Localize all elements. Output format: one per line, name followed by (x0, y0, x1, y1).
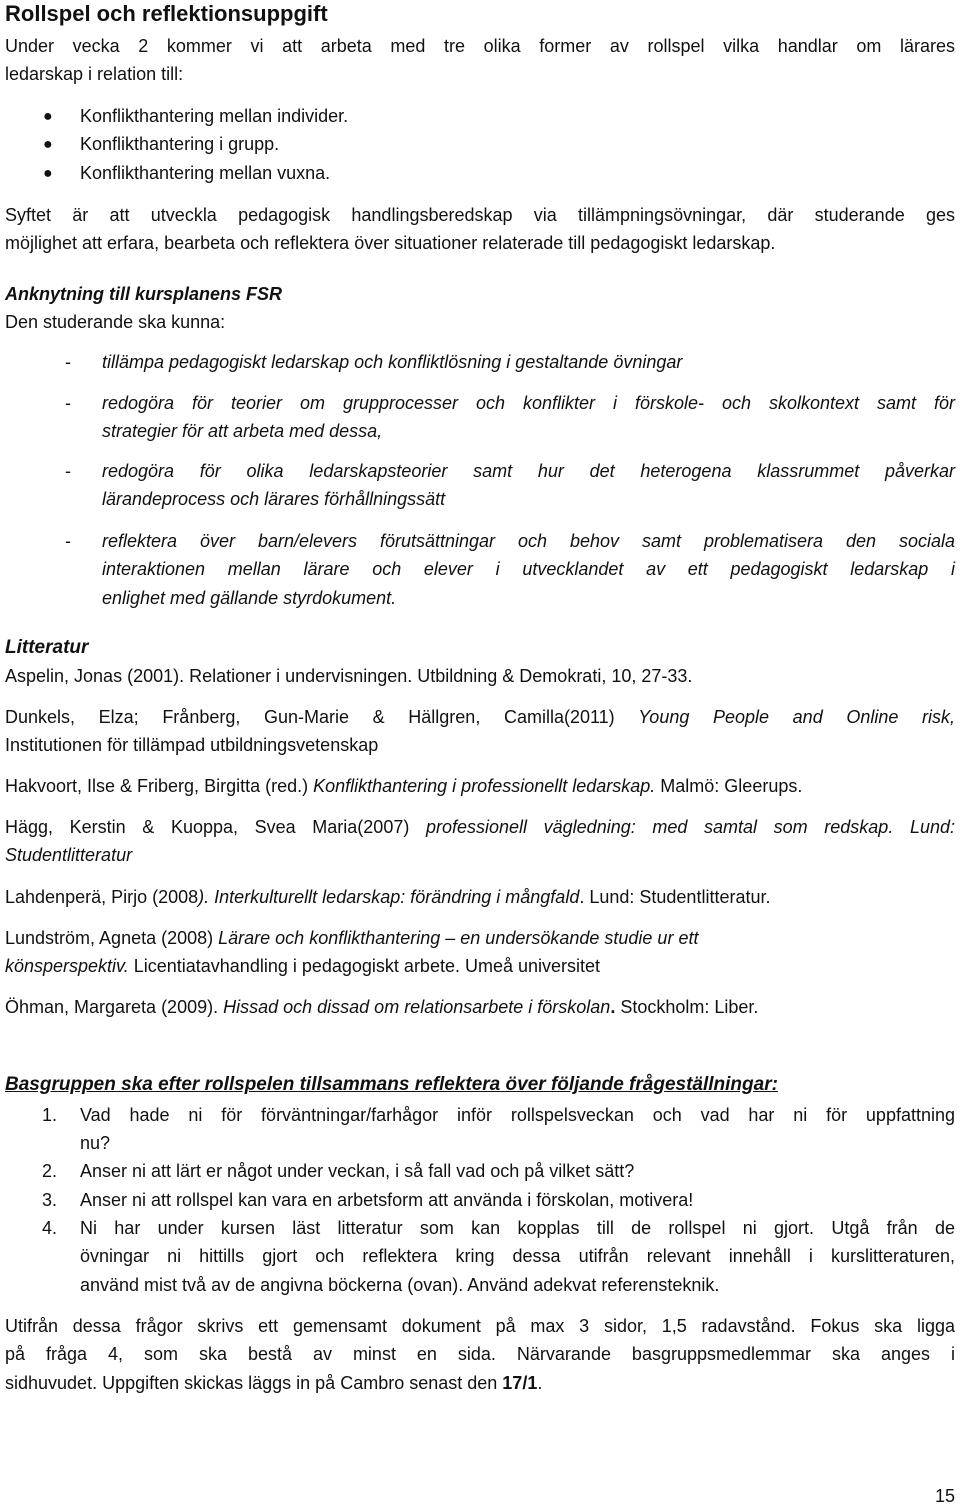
closing-line-3: sidhuvudet. Uppgiften skickas läggs in på Cambro senast den 17/1. (5, 1373, 543, 1393)
bullet-item: Konflikthantering mellan individer. (80, 106, 349, 126)
objective-dash: - (65, 531, 71, 551)
bullet-icon: ● (43, 136, 53, 153)
reference-lundstrom-cont: könsperspektiv. Licentiatavhandling i pedagogiskt arbete. Umeå universitet (5, 956, 601, 976)
question-line: Anser ni att rollspel kan vara en arbetsform att använda i förskolan, motivera! (80, 1190, 694, 1210)
question-number: 4. (42, 1218, 58, 1238)
reference-lundstrom: Lundström, Agneta (2008) Lärare och konflikthantering – en undersökande studie ur ett (5, 928, 699, 948)
question-number: 3. (42, 1190, 58, 1210)
objective-line: tillämpa pedagogiskt ledarskap och konfliktlösning i gestaltande övningar (102, 352, 683, 372)
reference-ohman: Öhman, Margareta (2009). Hissad och dissad om relationsarbete i förskolan. Stockholm: Liber. (5, 997, 759, 1017)
question-line: nu? (80, 1133, 111, 1153)
objective-line: redogöra för teorier om grupprocesser och konflikter i förskole- och skolkontext samt för (102, 393, 955, 413)
question-line: övningar ni hittills gjort och reflektera kring dessa utifrån relevant innehåll i kurslitteraturen, (80, 1246, 955, 1266)
reference-hagg-cont: Studentlitteratur (5, 845, 133, 865)
reference-aspelin: Aspelin, Jonas (2001). Relationer i undervisningen. Utbildning & Demokrati, 10, 27-33. (5, 666, 693, 686)
bullet-icon: ● (43, 165, 53, 182)
objective-line: redogöra för olika ledarskapsteorier samt hur det heterogena klassrummet påverkar (102, 461, 955, 481)
objective-line: reflektera över barn/elevers förutsättningar och behov samt problematisera den sociala (102, 531, 955, 551)
bullet-item: Konflikthantering i grupp. (80, 134, 280, 154)
objective-dash: - (65, 352, 71, 372)
bullet-icon: ● (43, 108, 53, 125)
reference-dunkels-cont: Institutionen för tillämpad utbildningsvetenskap (5, 735, 379, 755)
objective-line: lärandeprocess och lärares förhållningssätt (102, 489, 446, 509)
question-number: 1. (42, 1105, 58, 1125)
fsr-lead: Den studerande ska kunna: (5, 312, 226, 332)
page-title: Rollspel och reflektionsuppgift (5, 1, 328, 26)
literature-heading: Litteratur (5, 637, 89, 658)
question-number: 2. (42, 1161, 58, 1181)
closing-line-1: Utifrån dessa frågor skrivs ett gemensamt dokument på max 3 sidor, 1,5 radavstånd. Fokus ska ligga (5, 1316, 955, 1336)
purpose-line-2: möjlighet att erfara, bearbeta och reflektera över situationer relaterade till pedagogiskt ledarskap. (5, 233, 776, 253)
question-line: Ni har under kursen läst litteratur som kan kopplas till de rollspel ni gjort. Utgå från de (80, 1218, 955, 1238)
objective-dash: - (65, 461, 71, 481)
question-line: Vad hade ni för förväntningar/farhågor inför rollspelsveckan och vad har ni för uppfattning (80, 1105, 955, 1125)
reflection-heading: Basgruppen ska efter rollspelen tillsammans reflektera över följande frågeställningar: (5, 1074, 778, 1095)
bullet-item: Konflikthantering mellan vuxna. (80, 163, 331, 183)
intro-line-2: ledarskap i relation till: (5, 64, 184, 84)
objective-line: enlighet med gällande styrdokument. (102, 588, 397, 608)
objective-dash: - (65, 393, 71, 413)
closing-line-2: på fråga 4, som ska bestå av minst en sida. Närvarande basgruppsmedlemmar ska anges i (5, 1344, 955, 1364)
purpose-line-1: Syftet är att utveckla pedagogisk handlingsberedskap via tillämpningsövningar, där studerande ges (5, 205, 955, 225)
reference-hakvoort: Hakvoort, Ilse & Friberg, Birgitta (red.) Konflikthantering i professionellt ledarskap. Malmö: Gleerups. (5, 776, 803, 796)
objective-line: interaktionen mellan lärare och elever i utvecklandet av ett pedagogiskt ledarskap i (102, 559, 955, 579)
page-number: 15 (934, 1486, 955, 1506)
intro-line-1: Under vecka 2 kommer vi att arbeta med tre olika former av rollspel vilka handlar om lärares (5, 36, 955, 56)
question-line: använd mist två av de angivna böckerna (ovan). Använd adekvat referensteknik. (80, 1275, 720, 1295)
reference-lahdenpera: Lahdenperä, Pirjo (2008). Interkulturellt ledarskap: förändring i mångfald. Lund: Studentlitteratur. (5, 887, 771, 907)
objective-line: strategier för att arbeta med dessa, (102, 421, 383, 441)
reference-hagg: Hägg, Kerstin & Kuoppa, Svea Maria(2007) professionell vägledning: med samtal som redskap. Lund: (5, 817, 955, 837)
reference-dunkels: Dunkels, Elza; Frånberg, Gun-Marie & Hällgren, Camilla(2011) Young People and Online risk, (5, 707, 955, 727)
question-line: Anser ni att lärt er något under veckan, i så fall vad och på vilket sätt? (80, 1161, 635, 1181)
fsr-heading: Anknytning till kursplanens FSR (5, 284, 283, 304)
